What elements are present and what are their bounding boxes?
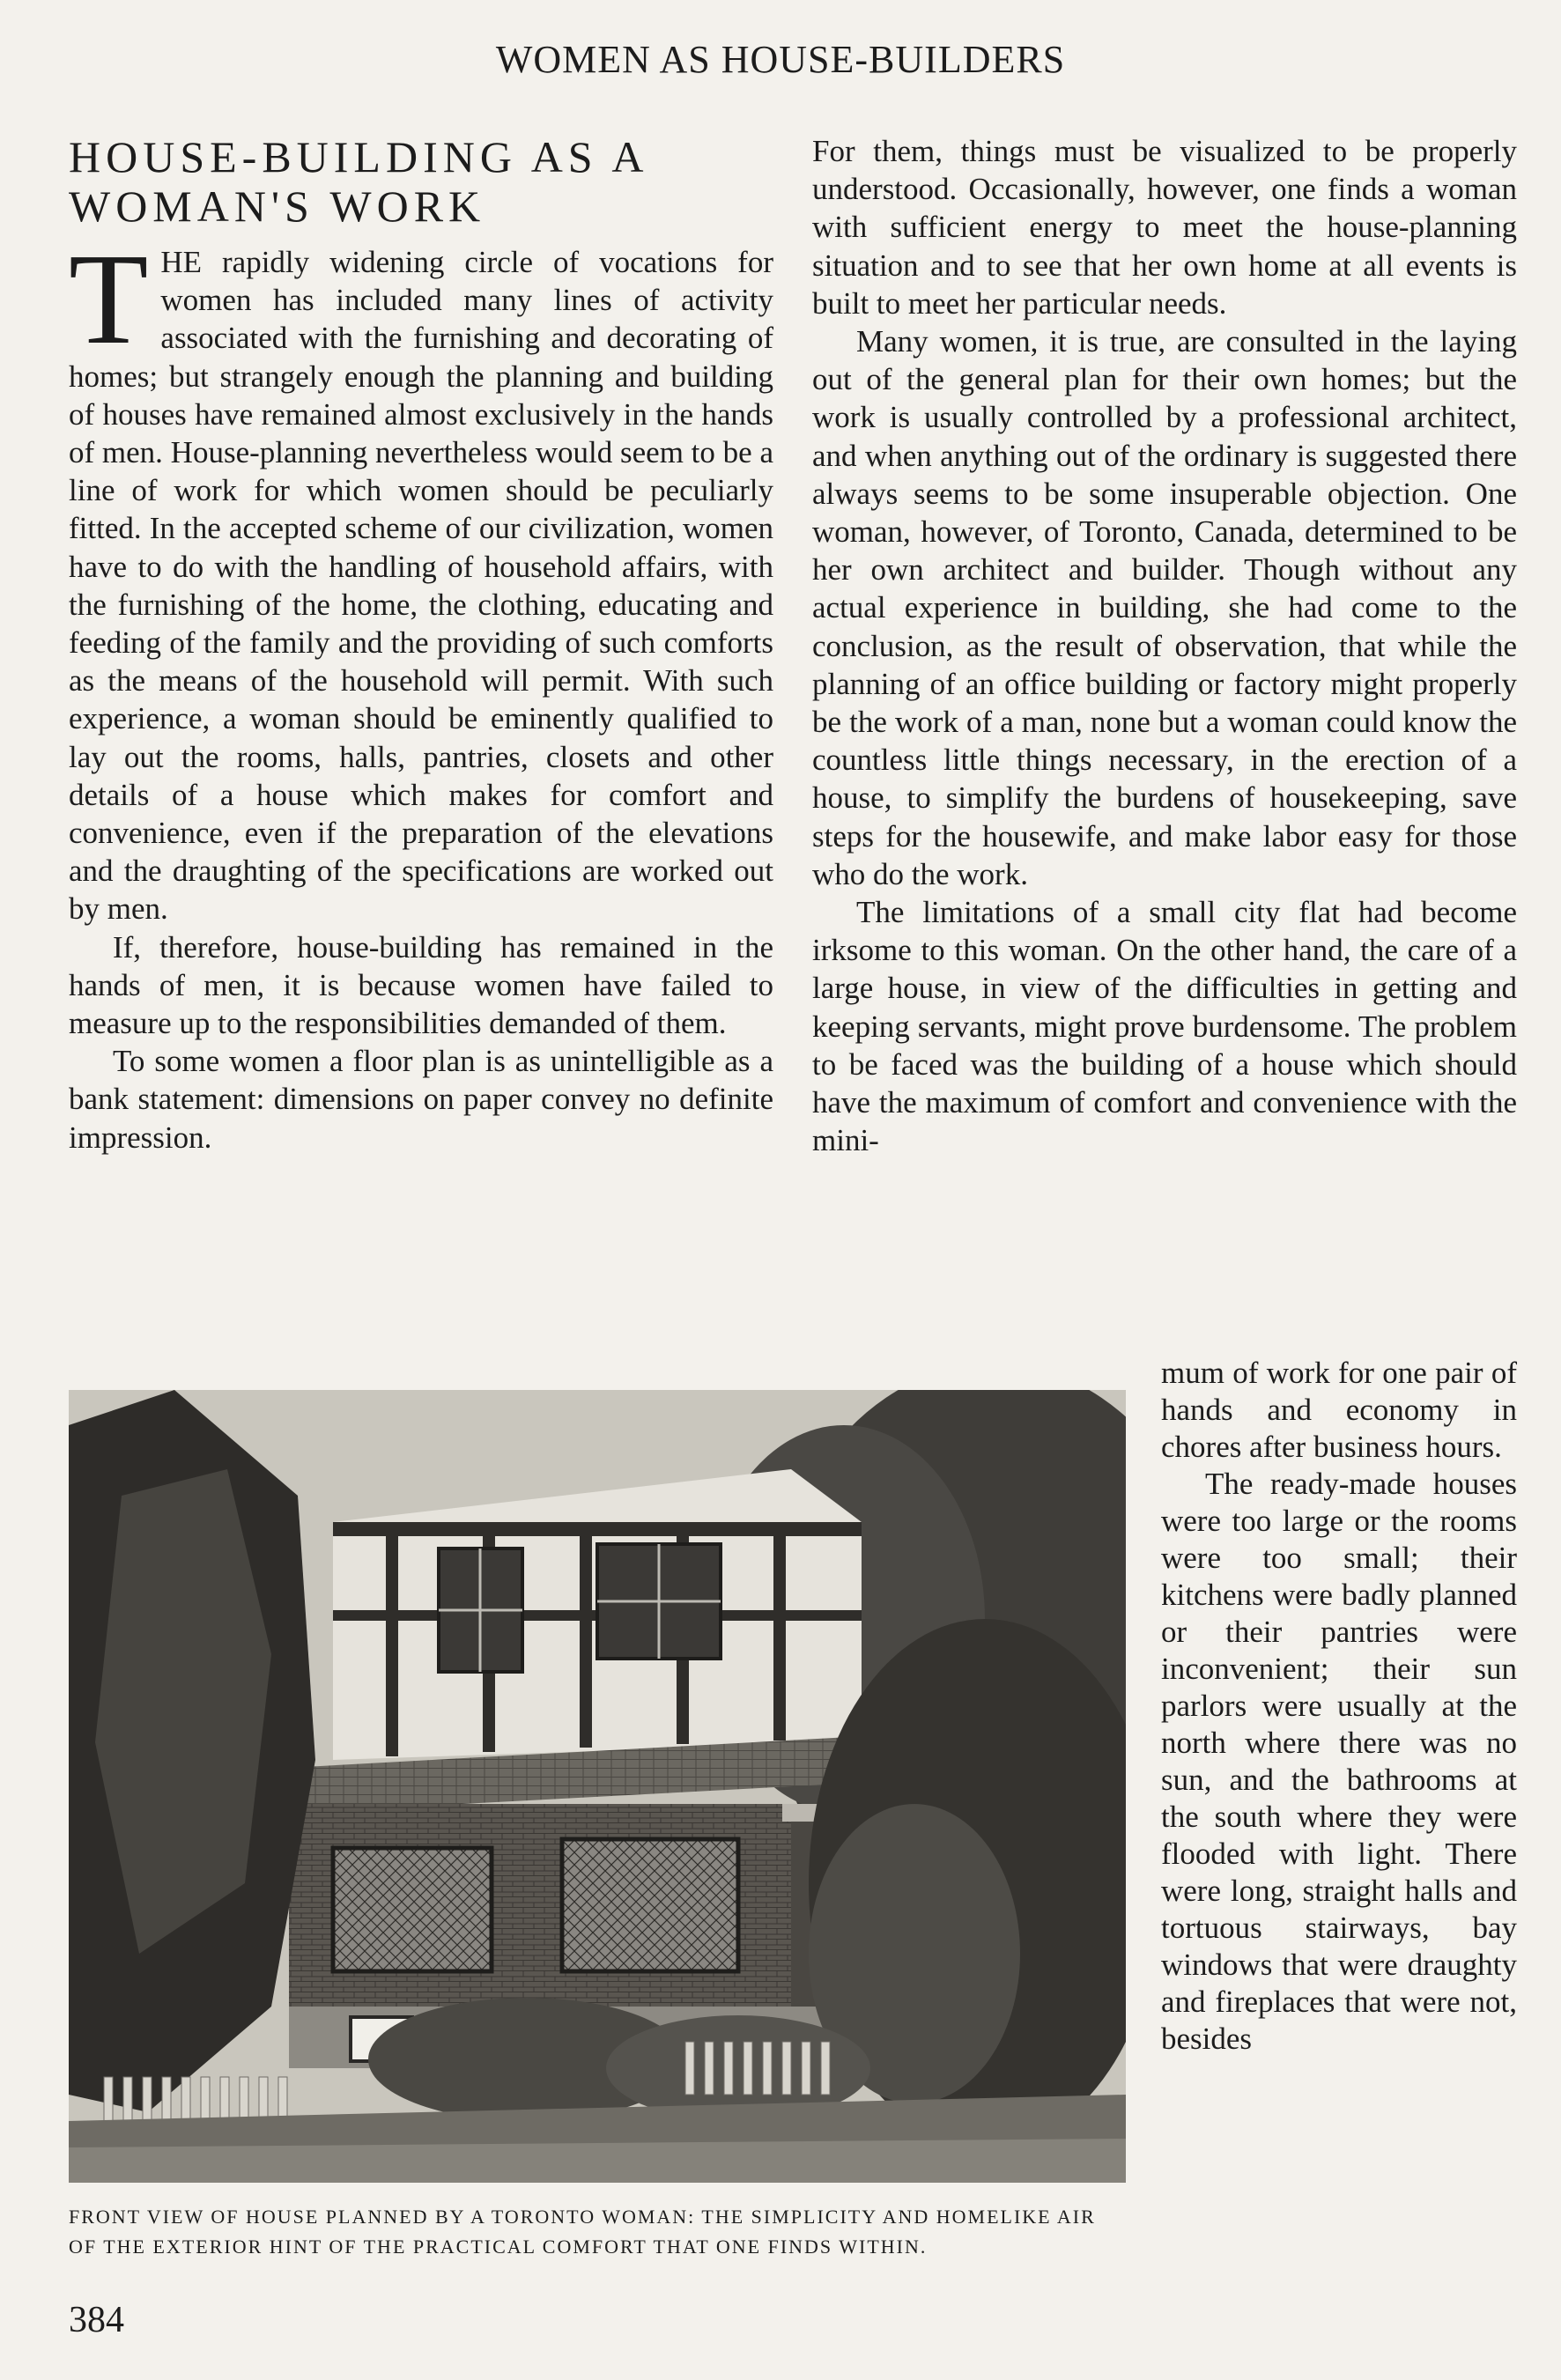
paragraph: The ready-made houses were too large or the rooms were too small; their kitchens were badly planned or their pantries were inconvenient; their sun parlors were usually at the north where there was no sun, and the bathrooms at the south where they were flooded with light. There were long, straight halls and tortuous stairways, bay windows that were draughty and fireplaces that were not, besides xyxy=(1161,1467,1517,2056)
drop-cap: T xyxy=(69,227,149,372)
paragraph: mum of work for one pair of hands and economy in chores after business hours. xyxy=(1161,1356,1517,1464)
wrap-column xyxy=(1161,1355,1517,2058)
paragraph: If, therefore, house-building has remained in the hands of men, it is because women have failed to measure up to the responsibilities demanded of them. xyxy=(69,929,773,1041)
page-number: 384 xyxy=(69,2300,124,2340)
house-photo xyxy=(69,1390,1126,2183)
paragraph: Many women, it is true, are consulted in the laying out of the general plan for their own homes; but the work is usually controlled by a professional architect, and when anything out of the ordinary is suggested there always seems to be some insuperable objection. One woman, however, of Toronto, Canada, determined to be her own architect and builder. Though without any actual experience in building, she had come to the conclusion, as the result of observation, that while the planning of an office building or factory might properly be the work of a man, none but a woman could know the countless little things necessary, in the erection of a house, to simplify the burdens of housekeeping, save steps for the housewife, and make labor easy for those who do the work. xyxy=(812,324,1517,891)
paragraph: The limitations of a small city flat had become irksome to this woman. On the other hand, the care of a large house, in view of the difficulties in getting and keeping servants, might prove burdensome. The problem to be faced was the building of a house which should have the maximum of comfort and convenience with the mini- xyxy=(812,895,1517,1158)
house-photo-illustration xyxy=(69,1390,1126,2183)
running-title: WOMEN AS HOUSE-BUILDERS xyxy=(495,38,1066,81)
right-column xyxy=(812,132,1517,1159)
article-title xyxy=(69,132,773,231)
figure-caption: FRONT VIEW OF HOUSE PLANNED BY A TORONTO WOMAN: THE SIMPLICITY AND HOMELIKE AIR OF THE EXTERIOR HINT OF THE PRACTICAL COMFORT THAT ONE FINDS WITHIN. xyxy=(69,2206,1096,2258)
paragraph-text: HE rapidly widening circle of vocations for women has included many lines of activity associated with the furnishing and decorating of homes; but strangely enough the planning and building of houses have remained almost exclusively in the hands of men. House-planning nevertheless would seem to be a line of work for which women should be peculiarly fitted. In the accepted scheme of our civilization, women have to do with the handling of household affairs, with the furnishing of the home, the clothing, educating and feeding of the family and the providing of such comforts as the means of the household will permit. With such experience, a woman should be eminently qualified to lay out the rooms, halls, pantries, closets and other details of a house which makes for comfort and convenience, even if the preparation of the elevations and the draughting of the specifications are worked out by men. xyxy=(69,245,773,927)
paragraph xyxy=(69,227,773,928)
article-title-line2: WOMAN'S WORK xyxy=(69,181,486,231)
left-column xyxy=(69,132,773,1157)
article-title-line1: HOUSE-BUILDING AS A xyxy=(69,132,649,181)
paragraph: To some women a floor plan is as unintelligible as a bank statement: dimensions on paper convey no definite impression. xyxy=(69,1044,773,1155)
paragraph: For them, things must be visualized to be properly understood. Occasionally, however, one finds a woman with sufficient energy to meet the house-planning situation and to see that her own home at all events is built to meet her particular needs. xyxy=(812,134,1517,321)
